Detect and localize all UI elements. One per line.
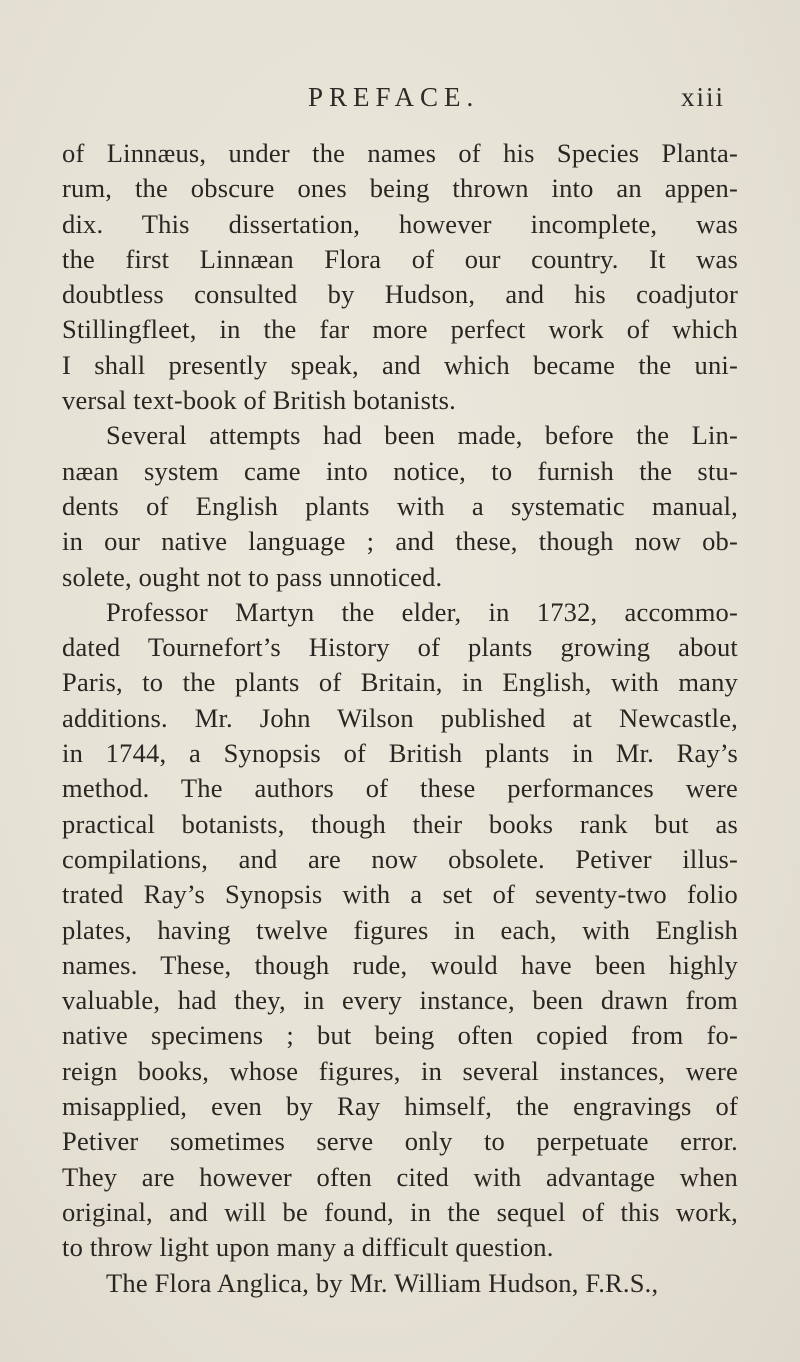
text-line: to throw light upon many a difficult question. — [62, 1232, 554, 1263]
text-line: the first Linnæan Flora of our country. It was — [62, 243, 738, 274]
text-line: They are however often cited with advantage when — [62, 1161, 738, 1192]
text-line: versal text-book of British botanists. — [62, 385, 457, 416]
text-line: dents of English plants with a systematic manual, — [62, 490, 738, 521]
text-line: doubtless consulted by Hudson, and his coadjutor — [62, 279, 738, 310]
text-line: in 1744, a Synopsis of British plants in Mr. Ray’s — [62, 738, 738, 769]
text-line: misapplied, even by Ray himself, the engravings of — [62, 1091, 738, 1122]
running-head — [0, 82, 800, 122]
body-text — [62, 136, 738, 1301]
text-line: native specimens ; but being often copied from fo- — [62, 1020, 738, 1051]
text-line: Stillingfleet, in the far more perfect work of which — [62, 314, 738, 345]
text-line: Professor Martyn the elder, in 1732, accommo- — [106, 596, 738, 627]
text-line: The Flora Anglica, by Mr. William Hudson, F.R.S., — [106, 1267, 659, 1298]
text-line: reign books, whose figures, in several instances, were — [62, 1055, 738, 1086]
text-line: trated Ray’s Synopsis with a set of seventy-two folio — [62, 879, 738, 910]
text-line: Petiver sometimes serve only to perpetuate error. — [62, 1126, 738, 1157]
text-line: plates, having twelve figures in each, with English — [62, 914, 738, 945]
text-line: dated Tournefort’s History of plants growing about — [62, 632, 738, 663]
text-line: I shall presently speak, and which became the uni- — [62, 349, 738, 380]
text-line: names. These, though rude, would have been highly — [62, 949, 738, 980]
text-line: compilations, and are now obsolete. Petiver illus- — [62, 843, 738, 874]
running-head-title: PREFACE. — [308, 82, 480, 112]
text-line: original, and will be found, in the sequel of this work, — [62, 1196, 738, 1227]
text-line: Several attempts had been made, before the Lin- — [106, 420, 738, 451]
text-line: valuable, had they, in every instance, been drawn from — [62, 985, 738, 1016]
text-line: næan system came into notice, to furnish the stu- — [62, 455, 738, 486]
text-line: of Linnæus, under the names of his Species Planta- — [62, 138, 738, 168]
text-line: Paris, to the plants of Britain, in English, with many — [62, 667, 738, 698]
text-line: dix. This dissertation, however incomplete, was — [62, 208, 738, 239]
text-line: in our native language ; and these, though now ob- — [62, 526, 738, 557]
text-line: practical botanists, though their books rank but as — [62, 808, 738, 839]
text-line: rum, the obscure ones being thrown into an appen- — [62, 173, 738, 204]
text-line: additions. Mr. John Wilson published at Newcastle, — [62, 702, 738, 733]
page-number: xiii — [680, 82, 725, 112]
text-line: method. The authors of these performances were — [62, 773, 738, 804]
text-line: solete, ought not to pass unnoticed. — [62, 561, 443, 592]
